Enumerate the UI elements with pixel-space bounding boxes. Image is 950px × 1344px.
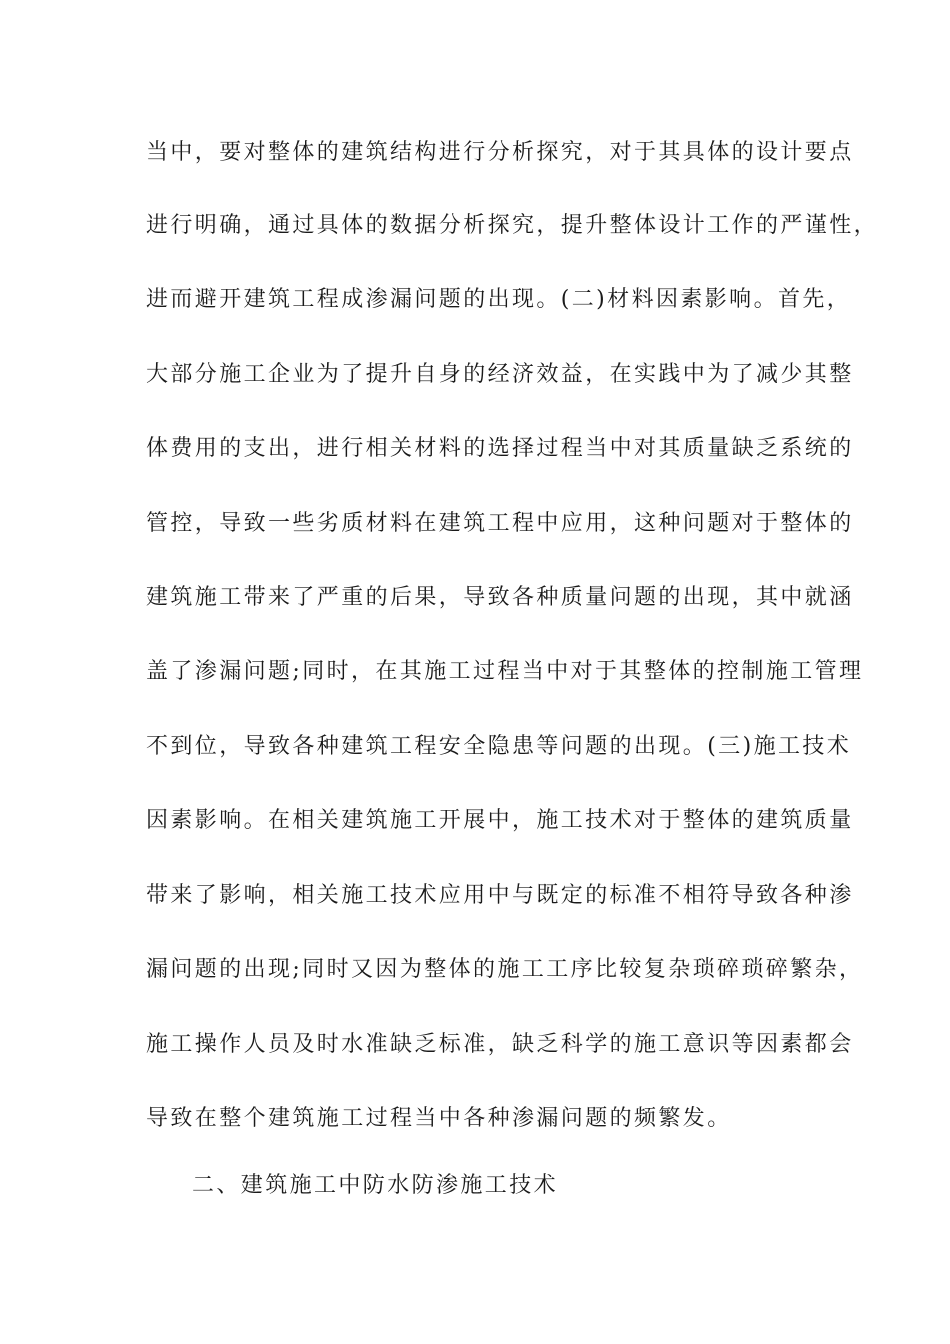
- paragraph-line-13: 施工操作人员及时水准缺乏标准，缺乏科学的施工意识等因素都会: [146, 1032, 854, 1057]
- paragraph-line-1: 当中，要对整体的建筑结构进行分析探究，对于其具体的设计要点: [146, 140, 854, 165]
- paragraph-line-10: 因素影响。在相关建筑施工开展中，施工技术对于整体的建筑质量: [146, 808, 854, 833]
- paragraph-line-14: 导致在整个建筑施工过程当中各种渗漏问题的频繁发。: [146, 1106, 732, 1131]
- paragraph-line-11: 带来了影响，相关施工技术应用中与既定的标准不相符导致各种渗: [146, 883, 854, 908]
- paragraph-line-4: 大部分施工企业为了提升自身的经济效益，在实践中为了减少其整: [146, 362, 854, 387]
- paragraph-line-5: 体费用的支出，进行相关材料的选择过程当中对其质量缺乏系统的: [146, 436, 854, 461]
- paragraph-line-6: 管控，导致一些劣质材料在建筑工程中应用，这种问题对于整体的: [146, 511, 854, 536]
- paragraph-line-8: 盖了渗漏问题;同时，在其施工过程当中对于其整体的控制施工管理: [146, 659, 864, 684]
- section-heading: 二、建筑施工中防水防渗施工技术: [192, 1173, 559, 1198]
- paragraph-line-2: 进行明确，通过具体的数据分析探究，提升整体设计工作的严谨性，: [146, 213, 879, 238]
- paragraph-line-7: 建筑施工带来了严重的后果，导致各种质量问题的出现，其中就涵: [146, 585, 854, 610]
- paragraph-line-12: 漏问题的出现;同时又因为整体的施工工序比较复杂琐碎琐碎繁杂，: [146, 957, 864, 982]
- paragraph-line-9: 不到位，导致各种建筑工程安全隐患等问题的出现。(三)施工技术: [146, 734, 852, 759]
- paragraph-line-3: 进而避开建筑工程成渗漏问题的出现。(二)材料因素影响。首先，: [146, 287, 852, 312]
